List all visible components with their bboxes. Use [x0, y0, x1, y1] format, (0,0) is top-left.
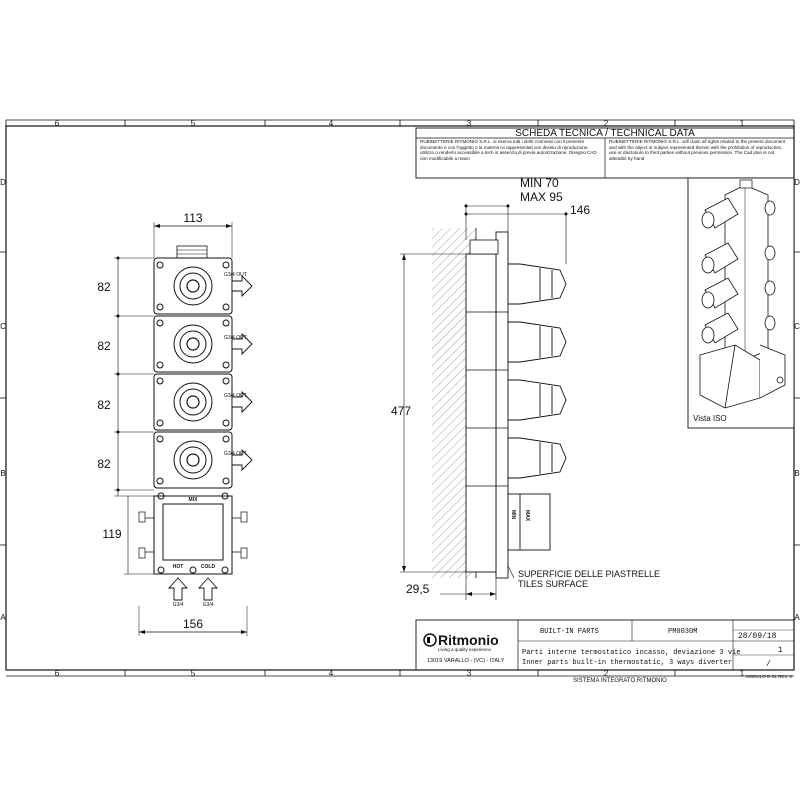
dimension-min: MIN 70	[520, 176, 559, 190]
knob-max-label: MAX	[524, 510, 530, 522]
tiles-surface-label-it: SUPERFICIE DELLE PIASTRELLE	[518, 569, 661, 579]
iso-view-caption: Vista ISO	[693, 414, 727, 423]
drawing-frame	[0, 120, 800, 676]
outlet-label: G3/4 OUT	[224, 393, 247, 399]
dimension-module-height: 82	[97, 280, 111, 294]
tiles-surface-label-en: TILES SURFACE	[518, 579, 589, 589]
dimension-module-height: 82	[97, 457, 111, 471]
side-knob-2	[508, 322, 566, 362]
product-code: PM0030M	[668, 628, 698, 636]
brand-address: 13019 VARALLO - (VC) - ITALY	[427, 658, 505, 664]
dimension-width-bottom: 156	[182, 617, 204, 631]
mix-label: MIX	[188, 497, 198, 503]
grid-row-labels	[0, 178, 800, 622]
grid-label: 3	[466, 119, 472, 128]
hot-label: HOT	[172, 564, 184, 570]
grid-label: A	[794, 613, 800, 622]
grid-label: 2	[603, 669, 609, 678]
front-module-4	[154, 432, 232, 488]
copyright-notice-it: RUBINETTERIE RITMONIO S.R.L. si riserva tutti i diritti connessi con il presente documento e con l'oggetto o la materia ivi rappresentati con divieto di riproduzione, utilizzo o renderlo accessibile a terzi in assenza di previa autorizzazione. Disegno CAD non modificabile a mano	[420, 139, 597, 161]
sheet-number: 1	[778, 646, 783, 655]
grid-label: 4	[328, 669, 334, 678]
dimension-offset: 29,5	[406, 582, 430, 596]
module-caption: MODULO D-31 REV. 3	[746, 674, 792, 679]
side-view	[391, 176, 660, 600]
outlet-label: G3/4 OUT	[224, 451, 247, 457]
inlet-hot-arrow-icon	[169, 578, 187, 600]
outlet-arrow-icon	[232, 276, 252, 296]
grid-label: D	[0, 178, 6, 187]
grid-label: 3	[466, 669, 472, 678]
grid-label: 6	[54, 669, 60, 678]
drawing-date: 28/09/18	[738, 632, 777, 641]
front-module-1	[154, 258, 232, 314]
front-module-2	[154, 316, 232, 372]
scale-value: /	[766, 660, 771, 669]
dimension-depth: 146	[570, 203, 591, 217]
ritmonio-logo	[424, 634, 436, 646]
side-knob-4	[508, 438, 566, 478]
dimension-base-height: 119	[102, 527, 122, 541]
grid-label: A	[0, 613, 6, 622]
grid-label: B	[794, 469, 800, 478]
side-knob-1	[508, 264, 566, 304]
knob-min-label: MIN	[510, 510, 516, 520]
grid-label: B	[0, 469, 6, 478]
grid-label: 6	[54, 119, 60, 128]
side-knob-3	[508, 380, 566, 420]
copyright-notice-en: RUBINETTERIE RITMONIO S.R.L. will claim all rights related to the present document and with the object or subject represented therein with the prohibition of reproduction, use or disclosure to third parties without previous permission. The Cad plan is not alterable by hand	[609, 139, 786, 161]
dimension-width-top: 113	[183, 211, 203, 225]
outlet-label: G3/4 OUT	[224, 335, 247, 341]
description-it: Parti interne termostatico incasso, deviazione 3 vie	[522, 649, 741, 657]
product-category: BUILT-IN PARTS	[540, 628, 599, 636]
outlet-arrows	[232, 276, 252, 470]
dimension-max: MAX 95	[520, 190, 563, 204]
inlet-cold-arrow-icon	[199, 578, 217, 600]
dimension-module-height: 82	[97, 339, 111, 353]
grid-label: 5	[190, 119, 196, 128]
inlet-label: G3/4	[172, 602, 184, 608]
description-en: Inner parts built-in thermostatic, 3 ways diverter	[522, 659, 733, 667]
footer-title-block	[416, 620, 794, 670]
grid-label: C	[0, 322, 6, 331]
technical-data-title: SCHEDA TECNICA / TECHNICAL DATA	[515, 128, 695, 139]
grid-label: 5	[190, 669, 196, 678]
dimension-height: 477	[390, 404, 412, 418]
grid-label: C	[794, 322, 800, 331]
iso-view	[688, 178, 794, 428]
front-base-box	[139, 493, 247, 574]
front-view	[97, 211, 252, 636]
cold-label: COLD	[200, 564, 216, 570]
grid-label: 1	[739, 119, 745, 128]
grid-label: D	[794, 178, 800, 187]
grid-label: 2	[603, 119, 609, 128]
outlet-label: G3/4 OUT	[224, 272, 247, 278]
grid-label: 4	[328, 119, 334, 128]
front-module-3	[154, 374, 232, 430]
side-thermostat-box	[508, 494, 550, 550]
system-caption: SISTEMA INTEGRATO RITMONIO	[573, 678, 667, 684]
brand-tagline: Living a quality experience	[438, 647, 492, 652]
grid-label: 1	[739, 669, 745, 678]
inlet-label: G3/4	[202, 602, 214, 608]
dimension-module-height: 82	[97, 398, 111, 412]
technical-data-header	[416, 128, 794, 178]
brand-name: Ritmonio	[438, 632, 499, 648]
